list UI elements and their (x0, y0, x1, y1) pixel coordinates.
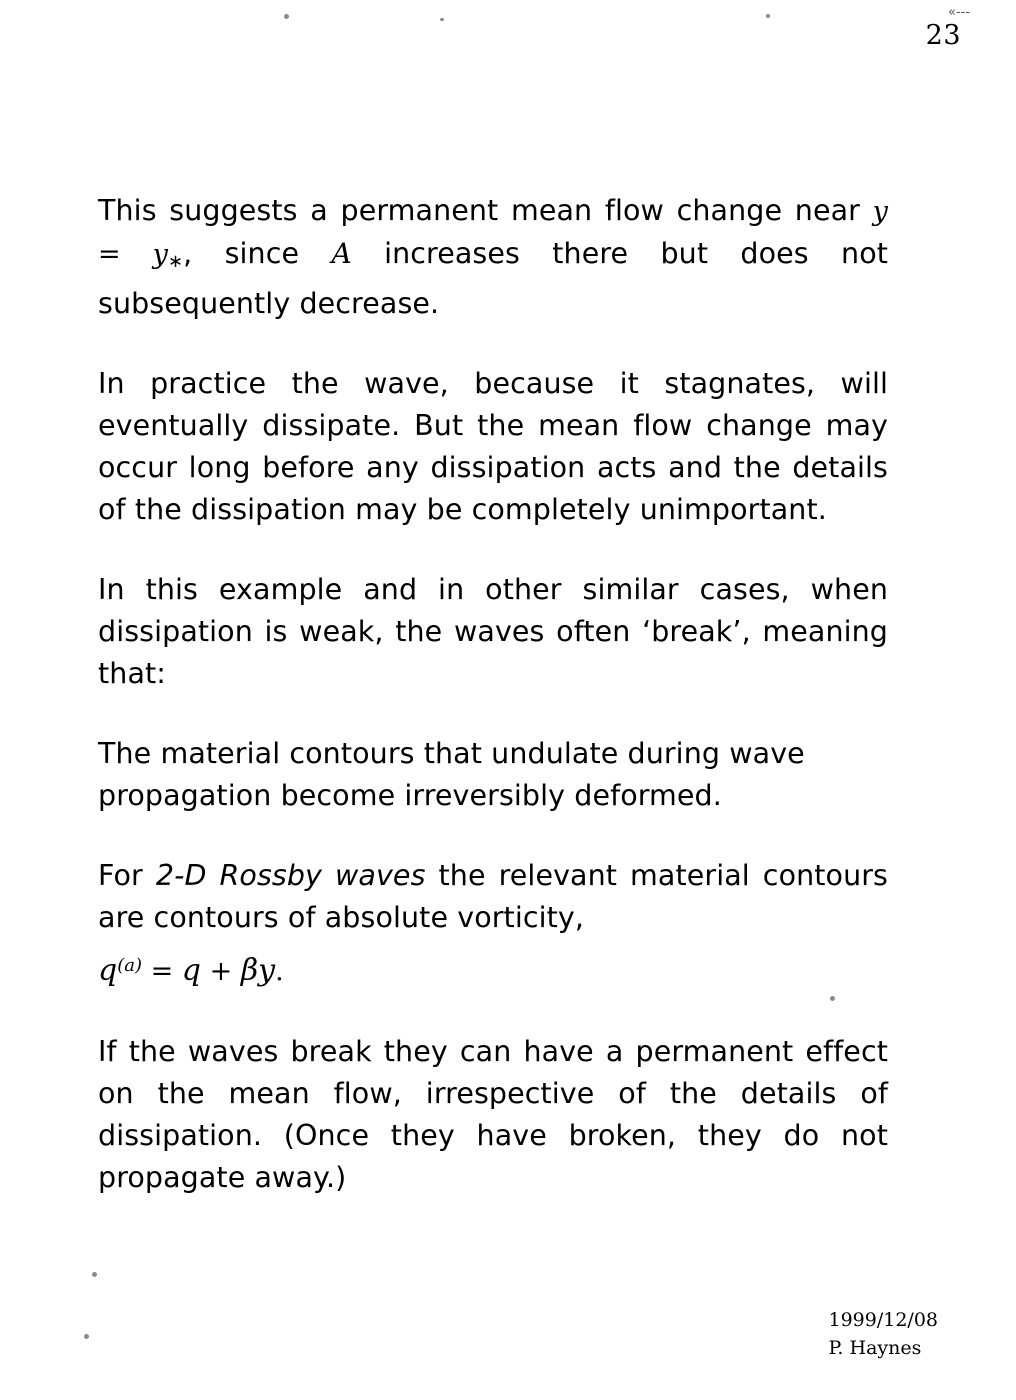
paragraph-5-text-b: the relevant material contours are contours of absolute vorticity, (98, 859, 889, 934)
math-equals: = (98, 239, 153, 270)
scan-speck-top-mid (440, 18, 444, 21)
equation-superscript-a: (a) (117, 955, 142, 976)
math-ystar: y (152, 239, 168, 270)
paragraph-5-text-a: For (98, 859, 156, 892)
corner-scan-mark: «--- (948, 5, 971, 20)
scan-speck-top-left (284, 14, 289, 19)
paragraph-5-emphasis: 2-D Rossby waves (155, 859, 426, 892)
paragraph-2: In practice the wave, because it stagnates, will eventually dissipate. But the mean flow change may occur long before any dissipation acts and the details of the dissipation may be completely unimportant. (98, 367, 888, 526)
equation-absolute-vorticity (98, 945, 888, 993)
equation-period: . (275, 956, 284, 987)
paragraph-1 (98, 190, 888, 325)
equation-plus: + (201, 956, 241, 987)
document-body (98, 190, 888, 1237)
paragraph-4: The material contours that undulate during wave propagation become irreversibly deformed. (98, 737, 805, 812)
paragraph-3: In this example and in other similar cases, when dissipation is weak, the waves often ‘break’, meaning that: (98, 573, 888, 690)
page-number: 23 (925, 20, 961, 51)
equation-q: q (98, 953, 118, 988)
equation-rhs-q: q (181, 953, 202, 988)
equation-y: y (258, 953, 276, 988)
paragraph-1-text-a: This suggests a permanent mean flow change near (98, 194, 873, 227)
paragraph-6: If the waves break they can have a permanent effect on the mean flow, irrespective of the details of dissipation. (Once they have broken, they do not propagate away.) (98, 1035, 888, 1194)
footer-date: 1999/12/08 (828, 1309, 938, 1331)
scan-speck-bottom-left (92, 1272, 97, 1277)
footer (828, 1306, 938, 1362)
equation-equals: = (142, 956, 182, 987)
paragraph-5 (98, 855, 888, 939)
equation-beta: β (240, 953, 259, 988)
paragraph-1-text-c: increases there but does not subsequently decrease. (98, 237, 889, 320)
math-star-subscript: ∗ (167, 251, 184, 272)
math-y: y (872, 196, 888, 227)
scan-speck-bottom-left-2 (84, 1334, 89, 1339)
scan-speck-top-right (766, 14, 770, 18)
math-amplitude-A: A (331, 237, 352, 270)
paragraph-1-text-b: , since (183, 237, 332, 270)
footer-author: P. Haynes (828, 1337, 922, 1359)
